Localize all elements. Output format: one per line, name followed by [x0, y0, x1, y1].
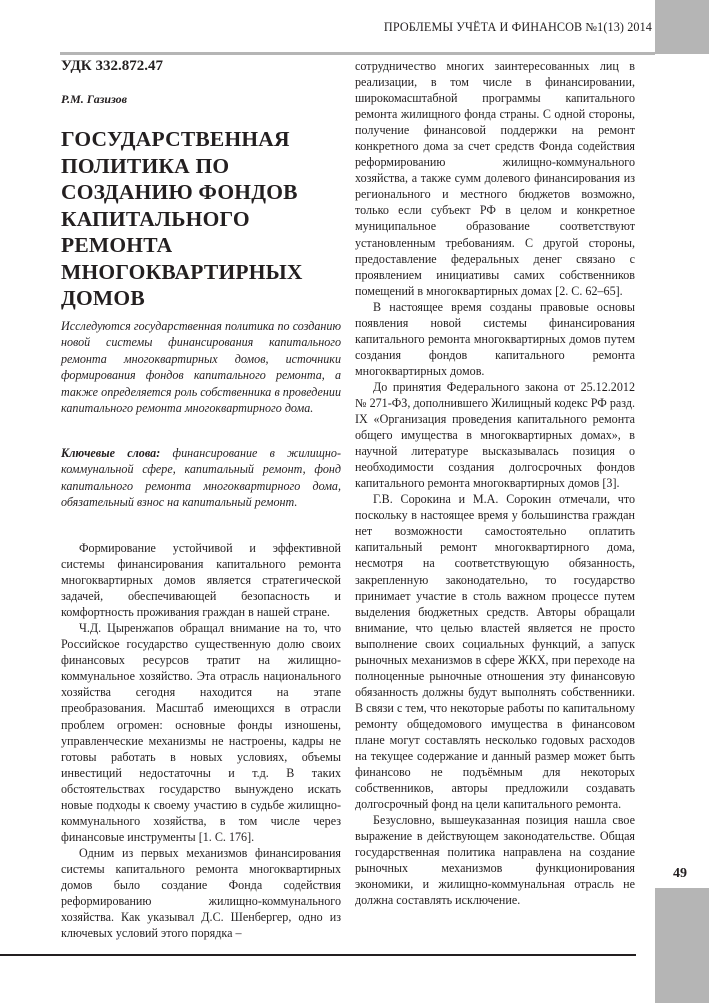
abstract: Исследуются государственная политика по созданию новой системы финансирования капитального ремонта многоквартирных домов, источники формирования фондов капитального ремонта, а также определяется роль собственника в проведении капитального ремонта многоквартирного дома.	[61, 319, 341, 416]
top-thumb-tab	[655, 0, 709, 54]
paragraph: Одним из первых механизмов финансирования системы капитального ремонта многоквартирных домов было создание Фонда содействия реформированию жилищно-коммунального хозяйства. Как указывал Д.С. Шенбергер, одно из ключевых условий этого порядка –	[61, 845, 341, 941]
paragraph: Формирование устойчивой и эффективной системы финансирования капитального ремонта многоквартирных домов является стратегической задачей, обеспечивающей безопасность и комфортность проживания граждан в нашей стране.	[61, 541, 341, 620]
keywords-text: финансирование в жилищно-коммунальной сфере, капитальный ремонт, фонд капитального ремонта многоквартирного дома, обязательный взнос на капитальный ремонт.	[61, 446, 341, 510]
article-title: ГОСУДАРСТВЕННАЯ ПОЛИТИКА ПО СОЗДАНИЮ ФОНДОВ КАПИТАЛЬНОГО РЕМОНТА МНОГОКВАРТИРНЫХ ДОМОВ	[61, 127, 303, 310]
paragraph: До принятия Федерального закона от 25.12.2012 № 271-ФЗ, дополнившего Жилищный кодекс РФ разд. IX «Организация проведения капитального ремонта общего имущества в многоквартирных домах», в научной литературе высказывалась позиция о необходимости создания долгосрочных фондов капитального ремонта многоквартирных домов [3].	[355, 379, 635, 491]
paragraph-continuation: сотрудничество многих заинтересованных лиц в реализации, в том числе в финансировании, широкомасштабной программы капитального ремонта жилищного фонда страны. С одной стороны, получение финансовой поддержки на ремонт конкретного дома за счет средств Фонда содействия реформированию жилищно-коммунального хозяйства, а также сумм долевого финансирования из регионального и местного бюджетов возможно, только если субъект РФ в целом и конкретное муниципальное образование соответствуют установленным требованиям. С другой стороны, предоставление федеральных денег связано с проявлением инициативы самих собственников помещений в многоквартирных домах [2. С. 62–65].	[355, 59, 635, 298]
header-rule	[60, 52, 655, 55]
bottom-thumb-tab	[655, 888, 709, 1003]
keywords	[61, 445, 341, 511]
author-name: Р.М. Газизов	[61, 92, 127, 106]
body-column-right	[355, 58, 635, 908]
udc-code: УДК 332.872.47	[61, 58, 163, 74]
footer-rule	[0, 954, 636, 956]
page-number: 49	[673, 866, 687, 881]
paragraph: Ч.Д. Цыренжапов обращал внимание на то, что Российское государство существенную долю своих финансовых ресурсов тратит на жилищно-коммунальное хозяйство. Эта отрасль национального хозяйства сегодня находится на этапе преобразования. Масштаб имеющихся в отрасли проблем огромен: основные фонды изношены, управленческие механизмы не настроены, кадры не готовы работать в новых условиях, объемы инвестиций недостаточны и т.д. В таких обстоятельствах государство вынуждено искать новые подходы к своему участию в судьбе жилищно-коммунального хозяйства, в том числе через финансовые инструменты [1. С. 176].	[61, 621, 341, 844]
paragraph: В настоящее время созданы правовые основы появления новой системы финансирования капитального ремонта многоквартирных домов путем создания фондов капитального ремонта многоквартирных домов.	[355, 299, 635, 378]
body-column-left	[61, 540, 341, 941]
paragraph: Безусловно, вышеуказанная позиция нашла свое выражение в действующем законодательстве. Общая государственная политика направлена на создание рыночных механизмов функционирования экономики, и жилищно-коммунальная отрасль не должна составлять исключение.	[355, 813, 635, 908]
journal-running-head: ПРОБЛЕМЫ УЧЁТА И ФИНАНСОВ №1(13) 2014	[383, 20, 652, 34]
keywords-label: Ключевые слова:	[61, 446, 161, 460]
paragraph: Г.В. Сорокина и М.А. Сорокин отмечали, что поскольку в настоящее время у большинства граждан нет возможности самостоятельно оплатить капитальный ремонт многоквартирного дома, несмотря на соответствующую обязанность, закрепленную законодательно, то государство принимает участие в столь важном процессе путем выделения бюджетных средств. Авторы обращали внимание, что целью властей является не просто выполнение своих социальных функций, а запуск рыночных механизмов в сфере ЖКХ, при переходе на полноценные рыночные отношения эту финансовую обязанность должны будут выполнять собственники. В связи с тем, что некоторые работы по капитальному ремонту общедомового имущества в финансовом плане могут составлять несколько годовых расходов на текущее содержание и данный размер может быть финансово не подъёмным для некоторых собственников, авторы предложили создавать долгосрочный фонд на цели капитального ремонта.	[355, 492, 635, 812]
